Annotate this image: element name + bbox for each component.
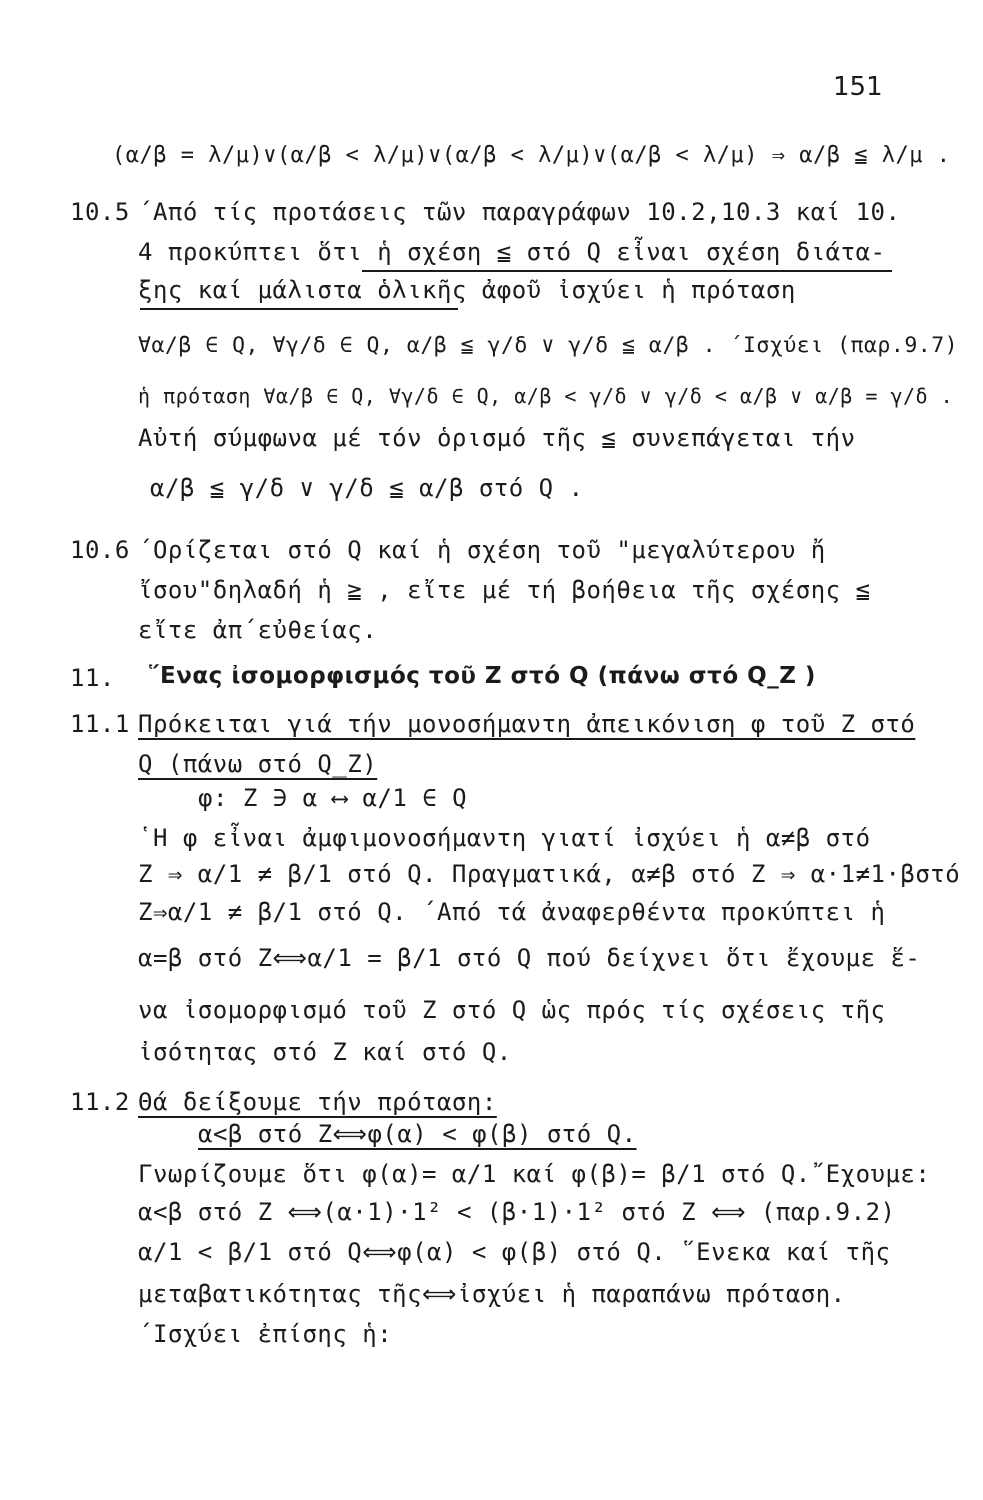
section-10-5-label: 10.5 (70, 198, 130, 226)
formula-line: α/β ≦ γ/δ ∨ γ/δ ≦ α/β στό Q . (150, 474, 584, 502)
text-line: ἰσότητας στό Z καί στό Q. (138, 1038, 512, 1066)
text-line: ἴσου"δηλαδή ἡ ≧ , εἴτε μέ τή βοήθεια τῆς σχέσης ≦ (138, 576, 871, 604)
text-line: Αὐτή σύμφωνα μέ τόν ὁρισμό τῆς ≦ συνεπάγεται τήν (138, 424, 856, 452)
formula-line: α/1 < β/1 στό Q⟺φ(α) < φ(β) στό Q. ῞Ενεκα καί τῆς (138, 1238, 891, 1266)
text-line: ῾Η φ εἶναι ἀμφιμονοσήμαντη γιατί ἰσχύει ἡ α≠β στό (138, 824, 871, 852)
formula-line: (α/β = λ/μ)∨(α/β < λ/μ)∨(α/β < λ/μ)∨(α/β < λ/μ) ⇒ α/β ≦ λ/μ . (112, 143, 951, 168)
formula-line: Γνωρίζουμε ὅτι φ(α)= α/1 καί φ(β)= β/1 στό Q.῎Εχουμε: (138, 1160, 931, 1188)
section-10-6-label: 10.6 (70, 536, 130, 564)
formula-line: ἡ πρόταση ∀α/β ∈ Q, ∀γ/δ ∈ Q, α/β < γ/δ ∨ γ/δ < α/β ∨ α/β = γ/δ . (138, 384, 954, 408)
text-line: Πρόκειται γιά τήν μονοσήμαντη ἀπεικόνιση φ τοῦ Z στό (138, 710, 916, 738)
underline-rule (362, 270, 892, 272)
text-line: Θά δείξουμε τήν πρόταση: (138, 1088, 497, 1116)
formula-line: Z⇒α/1 ≠ β/1 στό Q. ΄Από τά ἀναφερθέντα προκύπτει ἡ (138, 898, 886, 926)
text-line: να ἰσομορφισμό τοῦ Z στό Q ὡς πρός τίς σχέσεις τῆς (138, 996, 886, 1024)
formula-line: φ: Z ∋ α ⟷ α/1 ∈ Q (198, 784, 468, 812)
formula-line: α=β στό Z⟺α/1 = β/1 στό Q πού δείχνει ὅτι ἔχουμε ἕ- (138, 944, 921, 972)
formula-line: α<β στό Z⟺φ(α) < φ(β) στό Q. (198, 1120, 637, 1148)
text-line: ξης καί μάλιστα ὁλικῆς ἀφοῦ ἰσχύει ἡ πρόταση (138, 276, 796, 304)
text-line: ΄Ορίζεται στό Q καί ἡ σχέση τοῦ "μεγαλύτερου ἤ (138, 536, 826, 564)
text-line: ΄Από τίς προτάσεις τῶν παραγράφων 10.2,10.3 καί 10. (138, 198, 901, 226)
underline-rule (140, 308, 458, 310)
section-11-2-label: 11.2 (70, 1088, 130, 1116)
section-heading: ῞Ενας ἰσομορφισμός τοῦ Z στό Q (πάνω στό Q_Z ) (148, 663, 816, 689)
section-11-label: 11. (70, 664, 115, 692)
text-line: μεταβατικότητας τῆς⟺ἰσχύει ἡ παραπάνω πρόταση. (138, 1280, 846, 1308)
formula-line: ∀α/β ∈ Q, ∀γ/δ ∈ Q, α/β ≦ γ/δ ∨ γ/δ ≦ α/β . ΄Ισχύει (παρ.9.7) (138, 333, 959, 358)
text-line: εἴτε ἀπ΄εὐθείας. (138, 616, 378, 644)
formula-line: Z ⇒ α/1 ≠ β/1 στό Q. Πραγματικά, α≠β στό Z ⇒ α·1≠1·βστό (138, 860, 961, 888)
section-11-1-label: 11.1 (70, 710, 130, 738)
formula-line: α<β στό Z ⟺(α·1)·1² < (β·1)·1² στό Z ⟺ (παρ.9.2) (138, 1198, 896, 1226)
page-number: 151 (833, 72, 883, 102)
text-line: ΄Ισχύει ἐπίσης ἡ: (138, 1320, 393, 1348)
text-line: 4 προκύπτει ὅτι ἡ σχέση ≦ στό Q εἶναι σχέση διάτα- (138, 238, 886, 266)
text-line: Q (πάνω στό Q_Z) (138, 750, 378, 778)
